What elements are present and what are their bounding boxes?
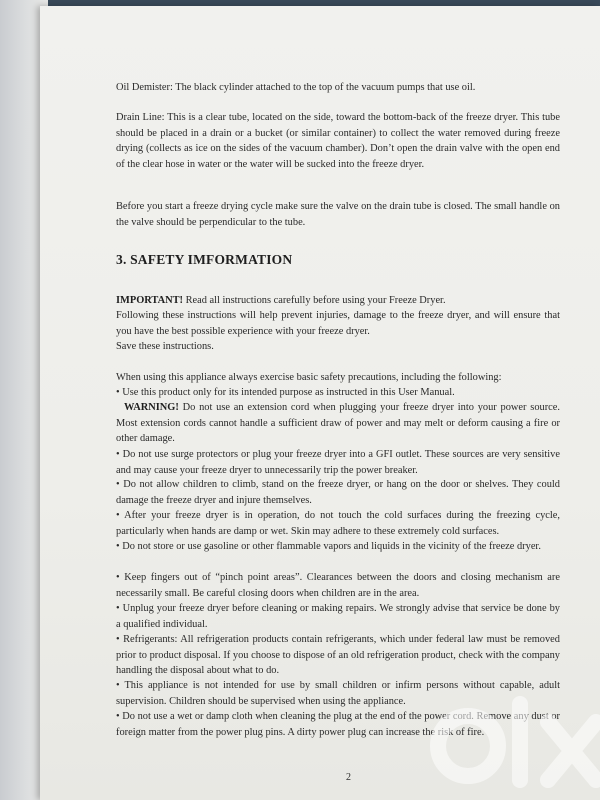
bullet-cold-surfaces: • After your freeze dryer is in operation, do not touch the cold surfaces during the freezing cycle, particularly when hands are damp or wet. Skin may adhere to these extremely cold surfaces. [116,510,560,537]
bullet-unplug: • Unplug your freeze dryer before cleaning or making repairs. We strongly advise that service be done by a qualified individual. [116,603,560,630]
bullet-intended-purpose: • Use this product only for its intended purpose as instructed in this User Manual. [116,387,455,398]
important-text: Read all instructions carefully before using your Freeze Dryer. [182,295,446,306]
bullet-surge-protectors: • Do not use surge protectors or plug your freeze dryer into a GFI outlet. These sources are very sensitive and may cause your freeze dryer to unnecessarily trip the power breaker. [116,449,560,476]
bullet-children-climb: • Do not allow children to climb, stand on the freeze dryer, or hang on the door or shelves. They could damage the freeze dryer and injure themselves. [116,479,560,506]
paragraph-save: Save these instructions. [116,341,214,352]
bullet-flammable: • Do not store or use gasoline or other flammable vapors and liquids in the vicinity of the freeze dryer. [116,541,541,552]
bullet-refrigerants: • Refrigerants: All refrigeration products contain refrigerants, which under federal law must be removed prior to product disposal. If you choose to dispose of an old refrigeration product, check with the company handling the disposal about what to do. [116,634,560,677]
bullet-pinch-points: • Keep fingers out of “pinch point areas”. Clearances between the doors and closing mechanism are necessarily small. Be careful closing doors when children are in the area. [116,572,560,599]
paragraph-drain-line: Drain Line: This is a clear tube, located on the side, toward the bottom-back of the freeze dryer. This tube should be placed in a drain or a bucket (or similar container) to collect the water removed during freeze drying (collects as ice on the sides of the vacuum chamber). Don’t open the drain valve with the open end of the clear hose in water or the water will be sucked into the freeze dryer. [116,112,560,170]
bullet-power-plug: • Do not use a wet or damp cloth when cleaning the plug at the end of the power cord. Remove any dust or foreign matter from the power plug pins. A dirty power plug can increase the risk of fire. [116,711,560,738]
paragraph-oil-demister: Oil Demister: The black cylinder attached to the top of the vacuum pumps that use oil. [116,82,476,93]
document-page [40,6,600,800]
paragraph-drain-valve: Before you start a freeze drying cycle make sure the valve on the drain tube is closed. The small handle on the valve should be perpendicular to the tube. [116,201,560,228]
paragraph-precautions: When using this appliance always exercise basic safety precautions, including the following: [116,372,502,383]
bullet-warning [116,400,560,447]
warning-text: Do not use an extension cord when plugging your freeze dryer into your power source. Most extension cords cannot handle a sufficient draw of power and may melt or deform causing a fire or other damage. [116,402,560,445]
warning-label: WARNING! [124,402,179,413]
important-label: IMPORTANT! [116,295,183,306]
paragraph-important [116,293,560,309]
section-heading: 3. SAFETY IMFORMATION [116,252,293,267]
bullet-supervision: • This appliance is not intended for use by small children or infirm persons without capable, adult supervision. Children should be supervised when using the appliance. [116,680,560,707]
olx-logo-icon [420,684,600,794]
page-number: 2 [346,772,351,783]
paragraph-instructions: Following these instructions will help prevent injuries, damage to the freeze dryer, and will ensure that you have the best possible experience with your freeze dryer. [116,310,560,337]
olx-watermark-logo [420,684,600,794]
